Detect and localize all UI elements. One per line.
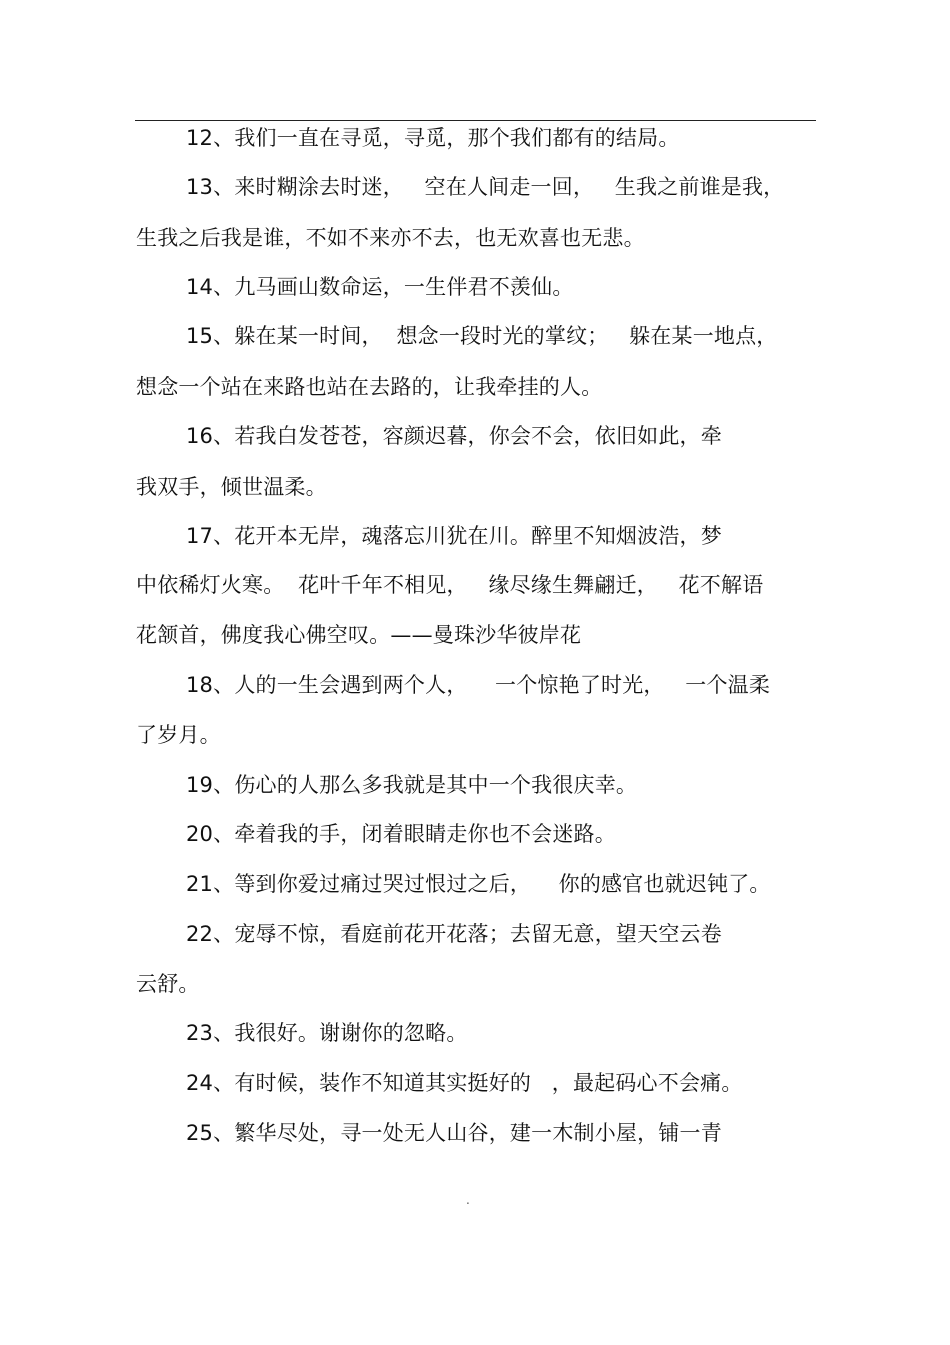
text-line-16a: 16、若我白发苍苍，容颜迟暮，你会不会，依旧如此，牵: [186, 424, 722, 448]
text-line-22a: 22、宠辱不惊，看庭前花开花落；去留无意，望天空云卷: [186, 922, 722, 946]
text-line-12: 12、我们一直在寻觅，寻觅，那个我们都有的结局。: [186, 126, 680, 150]
header-rule: [135, 120, 816, 121]
text-line-14: 14、九马画山数命运，一生伴君不羡仙。: [186, 275, 574, 299]
text-line-16b: 我双手，倾世温柔。: [136, 475, 327, 499]
text-line-15b: 想念一个站在来路也站在去路的，让我牵挂的人。: [136, 375, 603, 399]
text-line-17b: 中依稀灯火寒。 花叶千年不相见， 缘尽缘生舞翩迁， 花不解语: [136, 573, 764, 597]
text-line-25: 25、繁华尽处，寻一处无人山谷，建一木制小屋，铺一青: [186, 1121, 722, 1145]
text-line-24: 24、有时候，装作不知道其实挺好的 ，最起码心不会痛。: [186, 1071, 743, 1095]
text-line-22b: 云舒。: [136, 972, 200, 996]
text-line-17a: 17、花开本无岸，魂落忘川犹在川。醉里不知烟波浩，梦: [186, 524, 722, 548]
footer-mark: .: [466, 1193, 470, 1207]
text-line-18a: 18、人的一生会遇到两个人， 一个惊艳了时光， 一个温柔: [186, 673, 771, 697]
text-line-18b: 了岁月。: [136, 723, 221, 747]
text-line-19: 19、伤心的人那么多我就是其中一个我很庆幸。: [186, 773, 638, 797]
text-line-15a: 15、躲在某一时间， 想念一段时光的掌纹； 躲在某一地点，: [186, 324, 778, 348]
text-line-13b: 生我之后我是谁，不如不来亦不去，也无欢喜也无悲。: [136, 226, 645, 250]
text-line-21: 21、等到你爱过痛过哭过恨过之后， 你的感官也就迟钝了。: [186, 872, 771, 896]
text-line-13a: 13、来时糊涂去时迷， 空在人间走一回， 生我之前谁是我，: [186, 175, 785, 199]
text-line-23: 23、我很好。谢谢你的忽略。: [186, 1021, 468, 1045]
text-line-17c: 花颔首，佛度我心佛空叹。——曼珠沙华彼岸花: [136, 623, 582, 647]
text-line-20: 20、牵着我的手，闭着眼睛走你也不会迷路。: [186, 822, 616, 846]
